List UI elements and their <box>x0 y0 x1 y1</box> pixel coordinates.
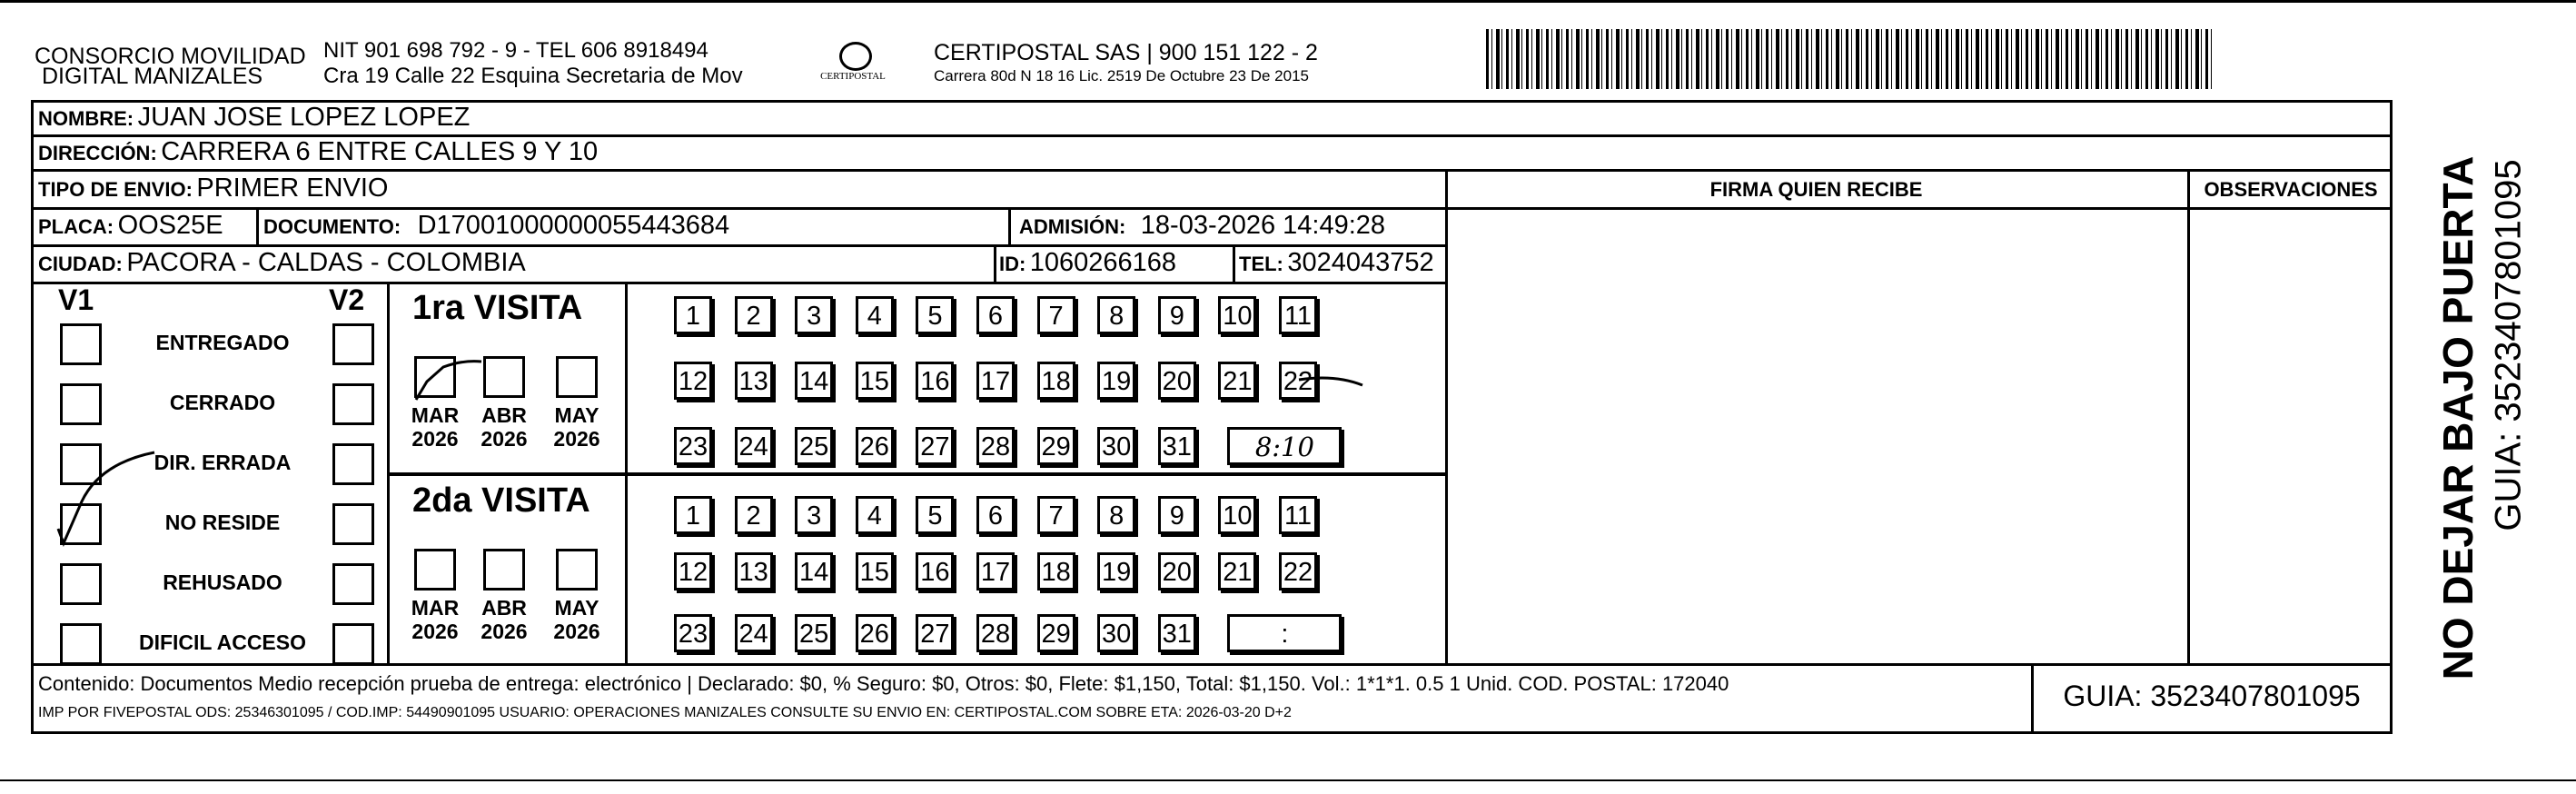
first-visit-day-box[interactable]: 4 <box>856 296 894 334</box>
id-value: 1060266168 <box>1029 248 1177 277</box>
footer-contenido: Contenido: Documentos Medio recepción prueba de entrega: electrónico | Declarado: $0, % Seguro: $0, Otros: $0, Flete: $1,150, Total: $1,150. Vol.: 1*1*1. 0.5 1 Unid. COD. POSTAL: 172040 <box>38 672 1729 695</box>
nit-line: NIT 901 698 792 - 9 - TEL 606 8918494 <box>323 38 708 63</box>
first-visit-day-box[interactable]: 6 <box>976 296 1015 334</box>
second-visit-day-box[interactable]: 5 <box>916 496 954 534</box>
month-label: MAY <box>554 403 599 427</box>
first-visit-time-box[interactable]: 8:10 <box>1227 427 1342 465</box>
first-visit-day-box[interactable]: 7 <box>1037 296 1075 334</box>
first-visit-day-box[interactable]: 23 <box>674 427 712 465</box>
month-label: MAR <box>411 596 460 620</box>
first-visit-day-box[interactable]: 14 <box>795 362 833 400</box>
first-visit-day-box[interactable]: 3 <box>795 296 833 334</box>
nombre-label: NOMBRE: <box>38 107 134 130</box>
side-guia-text: GUIA: 3523407801095 <box>2488 159 2529 531</box>
month-label: MAR <box>411 403 460 427</box>
v2-label: V2 <box>329 283 365 316</box>
month-label: ABR <box>481 596 527 620</box>
first-visit-day-box[interactable]: 9 <box>1158 296 1196 334</box>
first-visit-day-box[interactable]: 30 <box>1097 427 1135 465</box>
second-visit-day-box[interactable]: 1 <box>674 496 712 534</box>
second-visit-day-box[interactable]: 18 <box>1037 552 1075 591</box>
status-option-label: REHUSADO <box>163 571 282 594</box>
second-visit-day-box[interactable]: 11 <box>1279 496 1317 534</box>
documento-value: D17001000000055443684 <box>417 211 730 240</box>
first-visit-day-box[interactable]: 21 <box>1218 362 1256 400</box>
month-year-label: 2026 <box>481 620 528 643</box>
address-line: Cra 19 Calle 22 Esquina Secretaria de Mov <box>323 64 743 88</box>
courier-line2: Carrera 80d N 18 16 Lic. 2519 De Octubre 23 De 2015 <box>934 67 1309 84</box>
admision-value: 18-03-2026 14:49:28 <box>1140 211 1386 240</box>
first-visit-day-box[interactable]: 24 <box>735 427 773 465</box>
first-visit-day-box[interactable]: 19 <box>1097 362 1135 400</box>
first-visit-day-box[interactable]: 29 <box>1037 427 1075 465</box>
id-label: ID: <box>999 253 1026 275</box>
logo-text: CERTIPOSTAL <box>820 71 886 82</box>
tel-label: TEL: <box>1239 253 1283 275</box>
first-visit-day-box[interactable]: 25 <box>795 427 833 465</box>
first-visit-day-box[interactable]: 2 <box>735 296 773 334</box>
second-visit-day-box[interactable]: 2 <box>735 496 773 534</box>
tipo-envio-value: PRIMER ENVIO <box>196 174 389 203</box>
second-visit-day-box[interactable]: 25 <box>795 614 833 652</box>
first-visit-day-box[interactable]: 16 <box>916 362 954 400</box>
second-visit-time-box[interactable]: : <box>1227 614 1342 652</box>
second-visit-day-box[interactable]: 4 <box>856 496 894 534</box>
direccion-value: CARRERA 6 ENTRE CALLES 9 Y 10 <box>161 137 599 166</box>
month-year-label: 2026 <box>553 620 600 643</box>
second-visit-day-box[interactable]: 28 <box>976 614 1015 652</box>
ciudad-label: CIUDAD: <box>38 253 123 275</box>
placa-value: OOS25E <box>117 211 223 240</box>
footer-guia-box: GUIA: 3523407801095 <box>2063 680 2361 712</box>
second-visit-label: 2da VISITA <box>412 481 590 520</box>
first-visit-day-box[interactable]: 28 <box>976 427 1015 465</box>
tipo-envio-label: TIPO DE ENVIO: <box>38 178 193 201</box>
firma-header: FIRMA QUIEN RECIBE <box>1709 178 1923 201</box>
second-visit-day-box[interactable]: 12 <box>674 552 712 591</box>
placa-label: PLACA: <box>38 215 114 238</box>
first-visit-day-box[interactable]: 12 <box>674 362 712 400</box>
second-visit-day-box[interactable]: 26 <box>856 614 894 652</box>
status-option-label: DIR. ERRADA <box>154 451 292 474</box>
second-visit-day-box[interactable]: 10 <box>1218 496 1256 534</box>
nombre-value: JUAN JOSE LOPEZ LOPEZ <box>137 103 471 132</box>
second-visit-day-box[interactable]: 9 <box>1158 496 1196 534</box>
company-name-line1: CONSORCIO MOVILIDAD <box>35 44 306 69</box>
first-visit-day-box[interactable]: 13 <box>735 362 773 400</box>
first-visit-day-box[interactable]: 31 <box>1158 427 1196 465</box>
second-visit-day-box[interactable]: 15 <box>856 552 894 591</box>
first-visit-day-box[interactable]: 15 <box>856 362 894 400</box>
second-visit-day-box[interactable]: 22 <box>1279 552 1317 591</box>
status-option-label: NO RESIDE <box>164 511 281 534</box>
second-visit-day-box[interactable]: 13 <box>735 552 773 591</box>
first-visit-day-box[interactable]: 22 <box>1279 362 1317 400</box>
second-visit-day-box[interactable]: 17 <box>976 552 1015 591</box>
second-visit-day-box[interactable]: 31 <box>1158 614 1196 652</box>
footer-imp-line: IMP POR FIVEPOSTAL ODS: 25346301095 / COD.IMP: 54490901095 USUARIO: OPERACIONES MANIZALES CONSULTE SU ENVIO EN: CERTIPOSTAL.COM SOBRE ETA: 2026-03-20 D+2 <box>38 705 1292 720</box>
observaciones-header: OBSERVACIONES <box>2204 178 2378 201</box>
first-visit-day-box[interactable]: 20 <box>1158 362 1196 400</box>
day-21-strike <box>1299 378 1362 385</box>
first-visit-day-box[interactable]: 8 <box>1097 296 1135 334</box>
month-label: ABR <box>481 403 527 427</box>
first-visit-day-box[interactable]: 27 <box>916 427 954 465</box>
second-visit-day-box[interactable]: 8 <box>1097 496 1135 534</box>
month-label: MAY <box>554 596 599 620</box>
status-option-label: DIFICIL ACCESO <box>138 630 306 654</box>
v1-no-reside-checkmark <box>58 452 154 543</box>
second-visit-day-box[interactable]: 27 <box>916 614 954 652</box>
first-visit-day-box[interactable]: 1 <box>674 296 712 334</box>
v1-label: V1 <box>58 283 94 316</box>
second-visit-day-box[interactable]: 6 <box>976 496 1015 534</box>
second-visit-day-box[interactable]: 7 <box>1037 496 1075 534</box>
company-name-line2: DIGITAL MANIZALES <box>42 64 263 89</box>
first-visit-day-box[interactable]: 17 <box>976 362 1015 400</box>
first-visit-day-box[interactable]: 26 <box>856 427 894 465</box>
second-visit-day-box[interactable]: 29 <box>1037 614 1075 652</box>
second-visit-day-box[interactable]: 21 <box>1218 552 1256 591</box>
mar-month-checkmark <box>416 362 481 400</box>
month-year-label: 2026 <box>411 427 459 451</box>
direccion-label: DIRECCIÓN: <box>38 142 157 164</box>
status-option-label: CERRADO <box>169 391 276 414</box>
month-year-label: 2026 <box>481 427 528 451</box>
documento-label: DOCUMENTO: <box>263 215 401 238</box>
second-visit-day-box[interactable]: 23 <box>674 614 712 652</box>
first-visit-day-box[interactable]: 11 <box>1279 296 1317 334</box>
tel-value: 3024043752 <box>1287 248 1434 277</box>
side-warning-text: NO DEJAR BAJO PUERTA <box>2434 155 2482 680</box>
courier-line1: CERTIPOSTAL SAS | 900 151 122 - 2 <box>934 40 1318 65</box>
second-visit-day-box[interactable]: 14 <box>795 552 833 591</box>
month-year-label: 2026 <box>411 620 459 643</box>
ciudad-value: PACORA - CALDAS - COLOMBIA <box>126 248 526 277</box>
second-visit-day-box[interactable]: 3 <box>795 496 833 534</box>
second-visit-day-box[interactable]: 20 <box>1158 552 1196 591</box>
first-visit-day-box[interactable]: 10 <box>1218 296 1256 334</box>
admision-label: ADMISIÓN: <box>1019 215 1126 238</box>
first-visit-day-box[interactable]: 5 <box>916 296 954 334</box>
first-visit-day-box[interactable]: 18 <box>1037 362 1075 400</box>
month-year-label: 2026 <box>553 427 600 451</box>
second-visit-day-box[interactable]: 24 <box>735 614 773 652</box>
first-visit-label: 1ra VISITA <box>412 289 583 327</box>
second-visit-day-box[interactable]: 30 <box>1097 614 1135 652</box>
status-option-label: ENTREGADO <box>155 331 290 354</box>
second-visit-day-box[interactable]: 16 <box>916 552 954 591</box>
second-visit-day-box[interactable]: 19 <box>1097 552 1135 591</box>
